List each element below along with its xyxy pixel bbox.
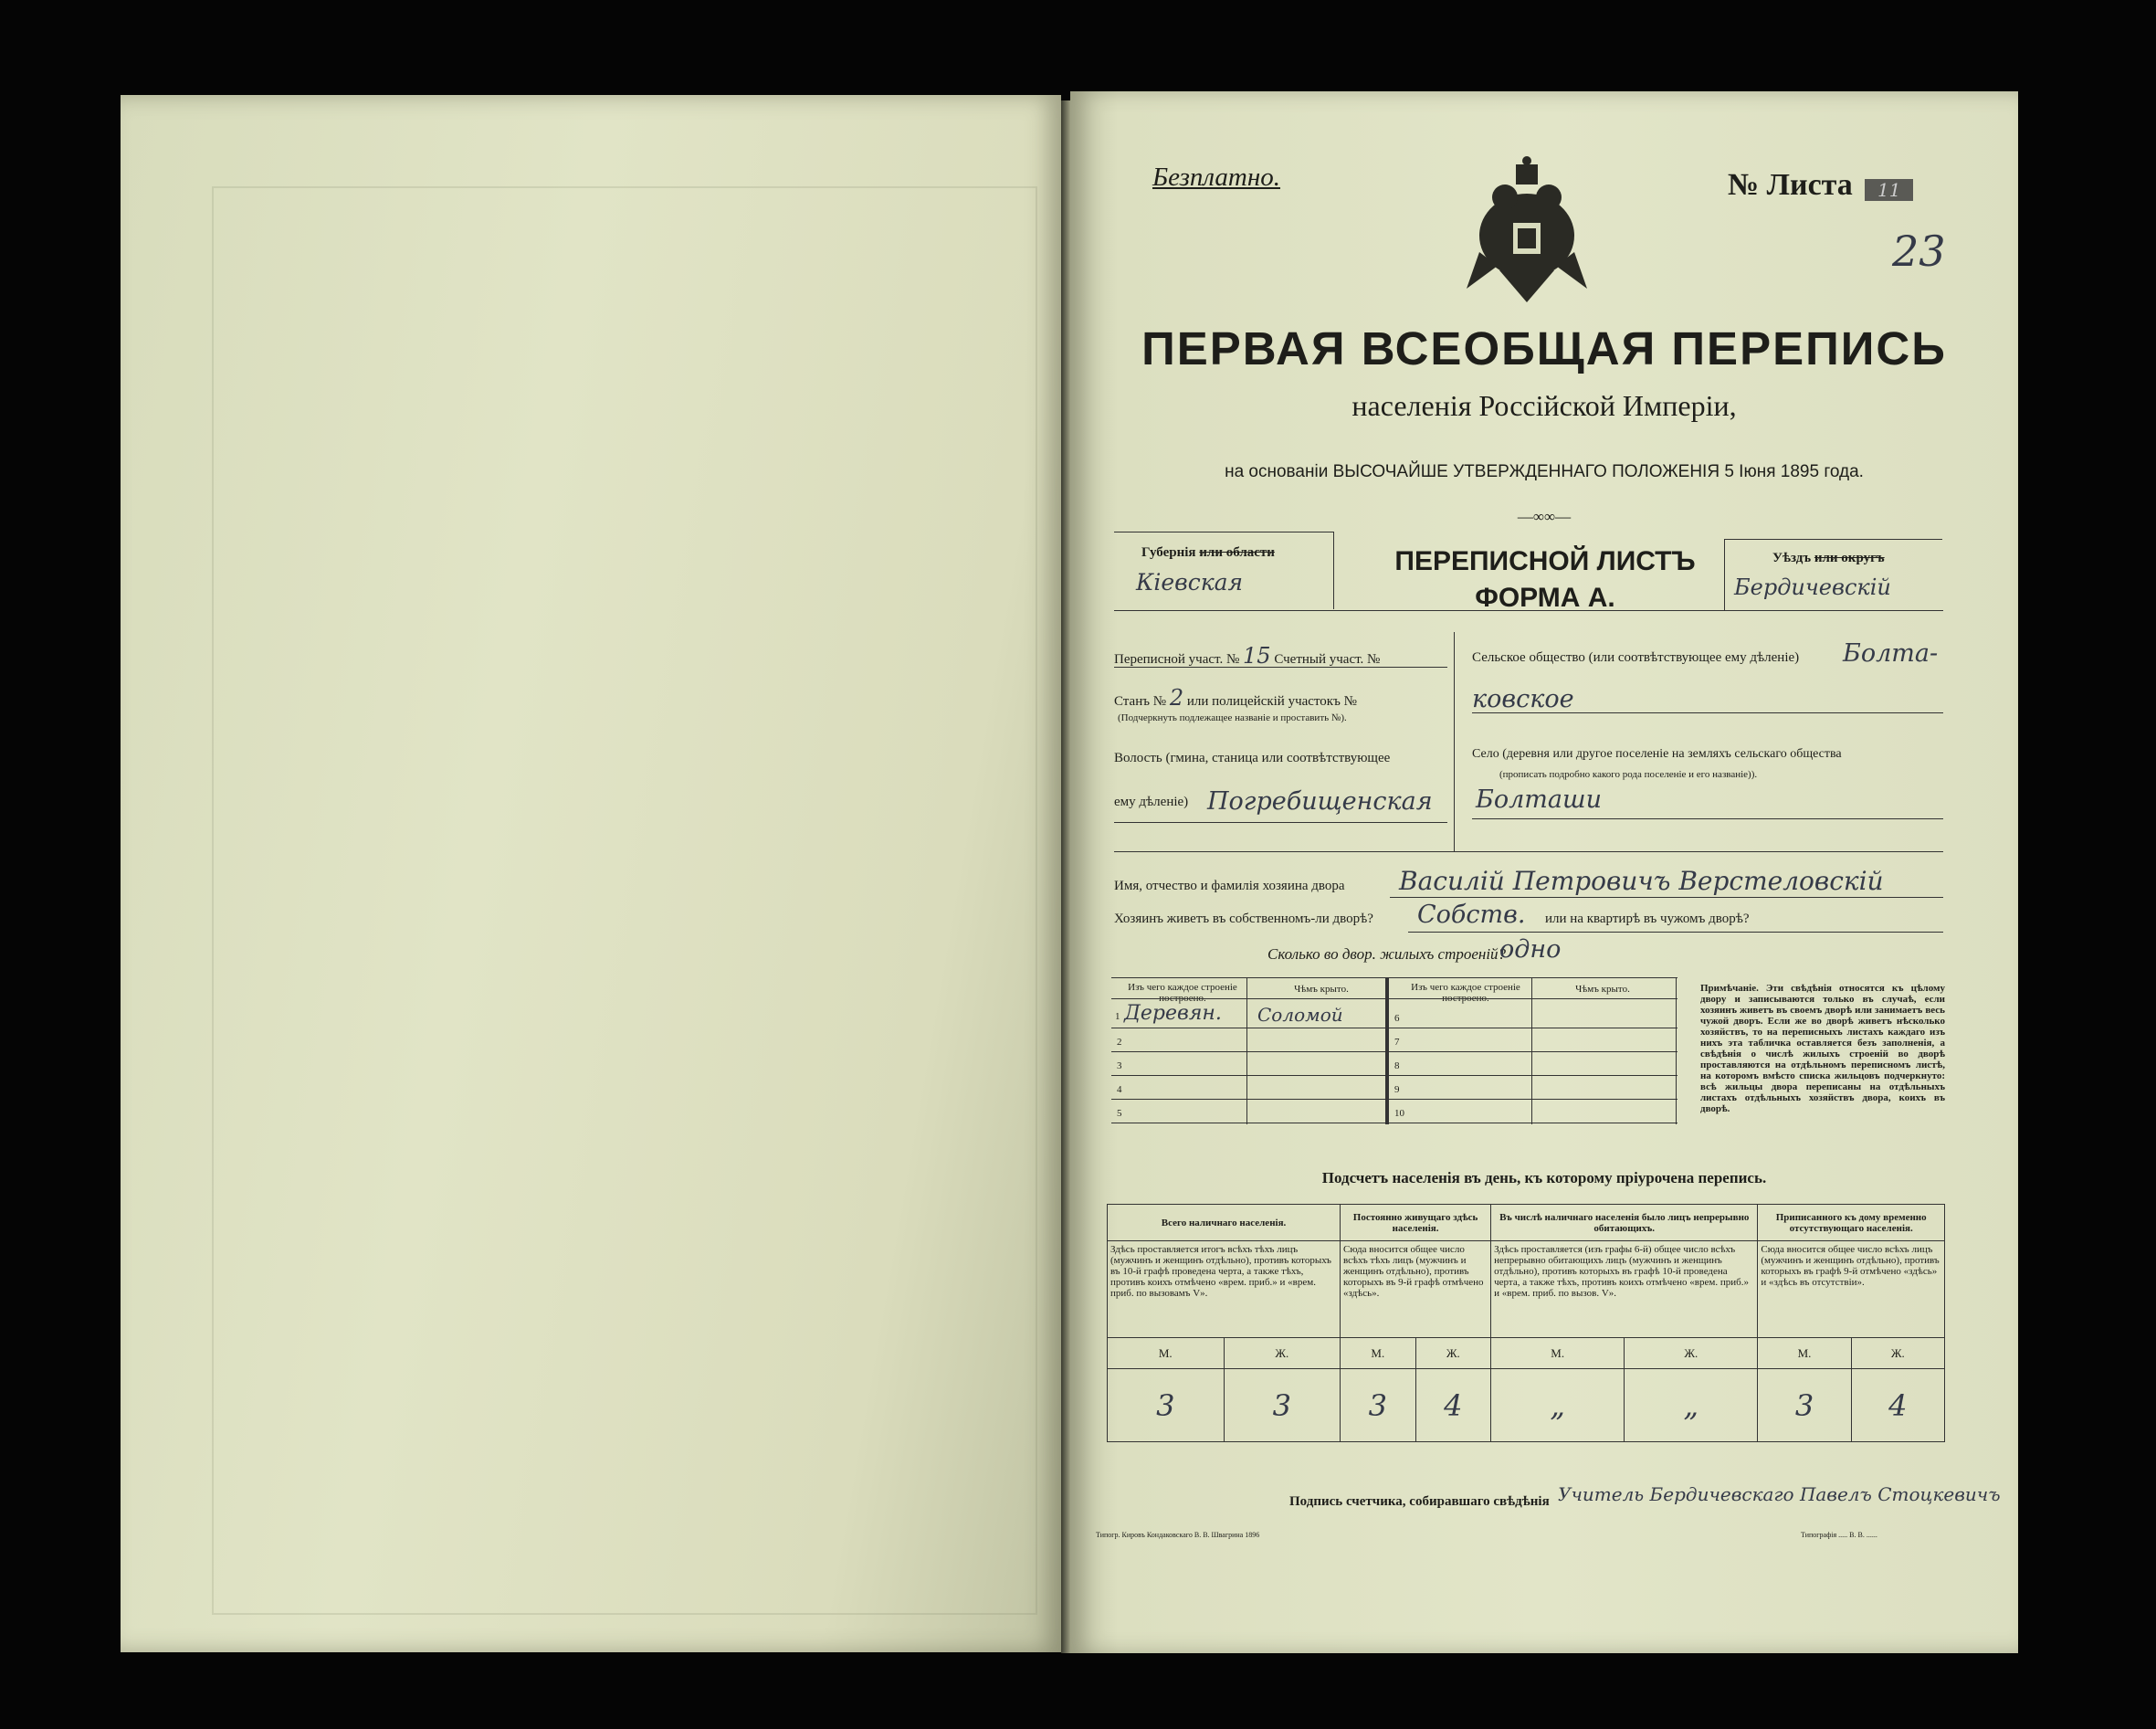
eagle-emblem-icon <box>1463 152 1591 307</box>
sex-m-3: М. <box>1491 1338 1625 1369</box>
stan-note: (Подчеркнуть подлежащее названіе и проставить №). <box>1118 712 1347 723</box>
count-2-m: 3 <box>1341 1369 1416 1442</box>
district-divider <box>1454 632 1455 851</box>
owner-lives-alt: или на квартирѣ въ чужомъ дворѣ? <box>1545 912 1750 926</box>
population-heading: Подсчетъ населенія въ день, къ которому пріурочена перепись. <box>1321 1169 1767 1186</box>
sheet-number-value: 11 <box>1865 179 1913 201</box>
community-label: Сельское общество (или соотвѣтствующее ему дѣленіе) <box>1472 650 1800 665</box>
buildings-note: Примѣчаніе. Эти свѣдѣнія относятся къ цѣлому двору и записываются только въ случаѣ, если хозяинъ живетъ въ своемъ дворѣ или занимаетъ весь чужой дворъ. Если же во дворѣ живетъ нѣсколько хозяйствъ, то на переписныхъ листахъ каждаго изъ нихъ эта табличка оставляется безъ заполненія, а свѣдѣнія о числѣ жилыхъ строеній во дворѣ проставляются на отдѣльномъ переписномъ листѣ, на которомъ вмѣсто списка жильцовъ подчеркнуто: всѣ жильцы двора переписаны на отдѣльныхъ листахъ отдѣльныхъ хозяйствъ двора, коихъ въ дворѣ. <box>1700 983 1945 1114</box>
printer-imprint-left: Типогр. Кировъ Кондаковскаго В. В. Швагрина 1896 <box>1096 1531 1260 1539</box>
owner-name-label: Имя, отчество и фамилія хозяина двора <box>1114 879 1345 893</box>
building-row-9-num: 9 <box>1394 1084 1400 1095</box>
guberniya-label: Губернія <box>1141 545 1196 560</box>
buildings-col-material-2: Изъ чего каждое строеніе построено. <box>1411 982 1520 1004</box>
sex-f-4: Ж. <box>1851 1338 1944 1369</box>
stan-label: Станъ № <box>1114 694 1167 709</box>
title-divider: —∞∞— <box>1517 508 1572 525</box>
census-legal-basis: на основаніи ВЫСОЧАЙШЕ УТВЕРЖДЕННАГО ПОЛОЖЕНІЯ 5 Іюня 1895 года. <box>1225 462 1864 481</box>
count-1-m: 3 <box>1108 1369 1225 1442</box>
count-4-m: 3 <box>1758 1369 1851 1442</box>
census-title: ПЕРВАЯ ВСЕОБЩАЯ ПЕРЕПИСЬ <box>1141 322 1947 374</box>
buildings-rule-2 <box>1111 1051 1677 1052</box>
owner-name-value: Василій Петровичъ Верстеловскій <box>1399 866 1884 896</box>
building-row-1-num: 1 <box>1115 1011 1120 1022</box>
sex-f-2: Ж. <box>1415 1338 1491 1369</box>
building-row-8-num: 8 <box>1394 1060 1400 1071</box>
census-section-row <box>1114 643 1380 669</box>
population-group-4-title: Приписанного къ дому временно отсутствующаго населенія. <box>1758 1205 1945 1241</box>
building-row-10-num: 10 <box>1394 1108 1404 1119</box>
population-group-3-title: Въ числѣ наличнаго населенія было лицъ непрерывно обитающихъ. <box>1491 1205 1758 1241</box>
count-1-f: 3 <box>1224 1369 1341 1442</box>
population-group-1-title: Всего наличнаго населенія. <box>1108 1205 1341 1241</box>
signature-value: Учитель Бердичевскаго Павелъ Стоцкевичъ <box>1558 1483 2001 1505</box>
bleed-through-frame <box>212 186 1037 1615</box>
census-form-page <box>1070 91 2018 1653</box>
village-note: (прописать подробно какого рода поселеніе и его названіе)). <box>1499 769 1758 780</box>
police-label: или полицейскій участокъ № <box>1186 694 1357 709</box>
count-3-m: „ <box>1491 1369 1625 1442</box>
village-label: Село (деревня или другое поселеніе на земляхъ сельскаго общества <box>1472 747 1842 761</box>
counting-section-label: Счетный участ. № <box>1274 652 1381 667</box>
district-bottom-rule <box>1114 851 1943 852</box>
buildings-label: Сколько во двор. жилыхъ строеній? <box>1267 945 1507 963</box>
volost-label-a: Волость (гмина, станица или соотвѣтствующее <box>1114 751 1391 765</box>
buildings-col-roof: Чѣмъ крыто. <box>1294 984 1349 995</box>
stan-value: 2 <box>1169 685 1184 711</box>
free-label: Безплатно. <box>1152 163 1280 192</box>
building-row-5-num: 5 <box>1117 1108 1122 1119</box>
sex-m-2: М. <box>1341 1338 1416 1369</box>
census-section-line <box>1114 667 1447 668</box>
uyezd-label: Уѣздъ <box>1772 551 1812 565</box>
header-rule <box>1114 610 1943 611</box>
owner-lives-label: Хозяинъ живетъ въ собственномъ-ли дворѣ? <box>1114 912 1373 926</box>
uyezd-value: Бердичевскій <box>1734 575 1891 600</box>
uyezd-label-struck: или округъ <box>1814 551 1885 565</box>
left-blank-page <box>121 95 1061 1652</box>
volost-line <box>1114 822 1447 823</box>
sex-f-3: Ж. <box>1625 1338 1758 1369</box>
count-2-f: 4 <box>1415 1369 1491 1442</box>
buildings-value: одно <box>1499 935 1562 964</box>
sex-m-1: М. <box>1108 1338 1225 1369</box>
village-line <box>1472 818 1943 819</box>
count-3-f: „ <box>1625 1369 1758 1442</box>
buildings-rule-4 <box>1111 1099 1677 1100</box>
count-4-f: 4 <box>1851 1369 1944 1442</box>
printer-imprint-right: Типографія ..... В. В. ...... <box>1801 1531 1877 1539</box>
census-subtitle: населенія Россійской Имперіи, <box>1351 389 1737 422</box>
form-type: ФОРМА А. <box>1475 583 1615 613</box>
volost-label-b: ему дѣленіе) <box>1114 795 1189 809</box>
form-title: ПЕРЕПИСНОЙ ЛИСТЪ <box>1394 546 1696 576</box>
sex-f-1: Ж. <box>1224 1338 1341 1369</box>
signature-label: Подпись счетчика, собиравшаго свѣдѣнія <box>1289 1494 1550 1509</box>
building-row-6-num: 6 <box>1394 1013 1400 1024</box>
uyezd-box <box>1724 539 1942 611</box>
census-section-value: 15 <box>1243 643 1271 669</box>
population-group-3-desc: Здѣсь проставляется (изъ графы 6-й) общее число всѣхъ непрерывно обитающихъ лицъ (мужчинъ и женщинъ отдѣльно), противъ которыхъ въ графѣ 10-й проведена черта, а также тѣхъ, противъ коихъ отмѣчено «врем. приб.» и «врем. приб. по вызов. V». <box>1491 1241 1758 1338</box>
population-group-2-desc: Сюда вносится общее число всѣхъ тѣхъ лицъ (мужчинъ и женщинъ отдѣльно), противъ которыхъ въ 9-й графѣ отмѣчено «здѣсь». <box>1341 1241 1491 1338</box>
population-table <box>1107 1204 1945 1442</box>
building-row-2-num: 2 <box>1117 1037 1122 1048</box>
buildings-header-rule <box>1111 998 1677 999</box>
buildings-col-roof-2: Чѣмъ крыто. <box>1575 984 1630 995</box>
building-row-7-num: 7 <box>1394 1037 1400 1048</box>
building-row-4-num: 4 <box>1117 1084 1122 1095</box>
community-value-a: Болта- <box>1843 639 1939 668</box>
population-group-4-desc: Сюда вносится общее число всѣхъ лицъ (мужчинъ и женщинъ отдѣльно), противъ которыхъ въ графѣ 9-й отмѣчено «здѣсь» и «здѣсь въ отсутствіи». <box>1758 1241 1945 1338</box>
buildings-col-material: Изъ чего каждое строеніе построено. <box>1128 982 1237 1004</box>
community-line <box>1472 712 1943 713</box>
village-value: Болташи <box>1476 785 1602 814</box>
community-value-b: ковское <box>1472 685 1574 713</box>
building-row-1-roof: Соломой <box>1257 1004 1343 1026</box>
buildings-table <box>1111 977 1677 1124</box>
owner-name-line <box>1390 897 1943 898</box>
sheet-number-label: № Листа <box>1728 168 1853 202</box>
building-row-1-material: Деревян. <box>1124 1002 1222 1025</box>
guberniya-value: Кіевская <box>1136 569 1244 596</box>
stan-row <box>1114 685 1357 711</box>
page-number: 23 <box>1892 227 1946 276</box>
population-group-2-title: Постоянно живущаго здѣсь населенія. <box>1341 1205 1491 1241</box>
sex-m-4: М. <box>1758 1338 1851 1369</box>
owner-lives-value: Собств. <box>1417 901 1526 929</box>
volost-value: Погребищенская <box>1207 787 1433 816</box>
guberniya-label-struck: или области <box>1199 545 1275 560</box>
buildings-rule-3 <box>1111 1075 1677 1076</box>
census-section-label: Переписной участ. № <box>1114 652 1240 667</box>
population-group-1-desc: Здѣсь проставляется итогъ всѣхъ тѣхъ лицъ (мужчинъ и женщинъ отдѣльно), противъ которыхъ въ 10-й графѣ проведена черта, а также тѣхъ, противъ коихъ отмѣчено «врем. приб.» и «врем. приб. по вызовамъ V». <box>1108 1241 1341 1338</box>
owner-lives-line <box>1408 932 1943 933</box>
building-row-3-num: 3 <box>1117 1060 1122 1071</box>
guberniya-box <box>1114 532 1334 609</box>
